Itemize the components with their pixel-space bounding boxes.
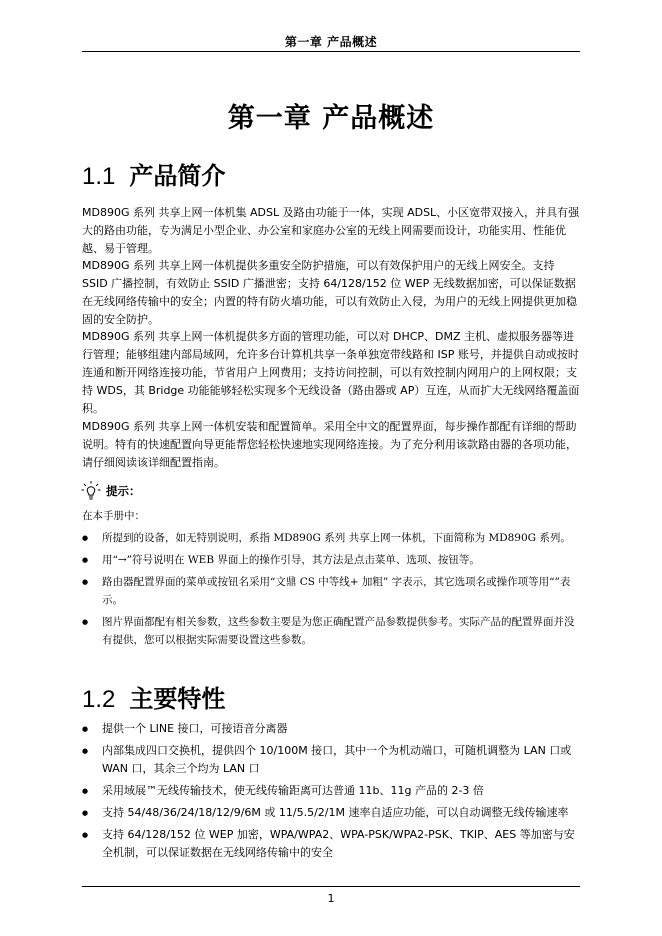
lightbulb-icon bbox=[80, 480, 102, 502]
tip-intro: 在本手册中： bbox=[82, 510, 145, 522]
section-heading-1-1 bbox=[82, 156, 225, 191]
section-title: 主要特性 bbox=[129, 685, 226, 713]
section-number: 1.2 bbox=[82, 686, 116, 713]
running-header: 第一章 产品概述 bbox=[284, 35, 378, 49]
intro-paragraph-2: MD890G 系列 共享上网一体机提供多重安全防护措施，可以有效保护用户的无线上网安全。支持 SSID 广播控制，有效防止 SSID 广播泄密；支持 64/128/152 位 WEP 无线数据加密，可以保证数据在无线网络传输中的安全；内置的特有防火墙功能，可以有效防止入侵，为用户的无线上网提供更加稳固的安全防护。 bbox=[82, 259, 577, 326]
tip-item: ● 所提到的设备，如无特别说明，系指 MD890G 系列 共享上网一体机，下面简称为 MD890G 系列。 bbox=[82, 529, 582, 547]
feature-item: ● 支持 54/48/36/24/18/12/9/6M 或 11/5.5/2/1M 速率自适应功能，可以自动调整无线传输速率 bbox=[82, 804, 582, 822]
feature-list bbox=[82, 720, 582, 866]
chapter-title: 第一章 产品概述 bbox=[227, 103, 435, 134]
feature-item: ● 内部集成四口交换机，提供四个 10/100M 接口，其中一个为机动端口，可随机调整为 LAN 口或 WAN 口，其余三个均为 LAN 口 bbox=[82, 742, 582, 778]
tip-item: ● 路由器配置界面的菜单或按钮名采用“文鼎 CS 中等线+ 加粗” 字表示，其它选项名或操作项等用“”表示。 bbox=[82, 573, 582, 609]
section-number: 1.1 bbox=[82, 163, 116, 190]
feature-item: ● 提供一个 LINE 接口，可接语音分离器 bbox=[82, 720, 582, 738]
intro-paragraph-1: MD890G 系列 共享上网一体机集 ADSL 及路由功能于一体，实现 ADSL、小区宽带双接入，并具有强大的路由功能，专为满足小型企业、办公室和家庭办公室的无线上网需要而设计，功能实用、性能优越、易于管理。 bbox=[82, 206, 580, 255]
feature-item: ● 支持 64/128/152 位 WEP 加密，WPA/WPA2、WPA-PSK/WPA2-PSK、TKIP、AES 等加密与安全机制，可以保证数据在无线网络传输中的安全 bbox=[82, 826, 582, 862]
tip-item: ● 图片界面都配有相关参数，这些参数主要是为您正确配置产品参数提供参考。实际产品的配置界面并没有提供，您可以根据实际需要设置这些参数。 bbox=[82, 613, 582, 649]
feature-item: ● 采用域展™无线传输技术，使无线传输距离可达普通 11b、11g 产品的 2-3 倍 bbox=[82, 782, 582, 800]
tip-row bbox=[80, 480, 141, 502]
section-title: 产品简介 bbox=[129, 162, 226, 190]
footer-rule bbox=[82, 886, 580, 887]
tip-label: 提示： bbox=[106, 484, 141, 498]
intro-paragraph-4: MD890G 系列 共享上网一体机安装和配置简单。采用全中文的配置界面，每步操作都配有详细的帮助说明。特有的快速配置向导更能帮您轻松快速地实现网络连接。为了充分利用该款路由器的各项功能，请仔细阅读该详细配置指南。 bbox=[82, 420, 577, 469]
tip-item: ● 用“→”符号说明在 WEB 界面上的操作引导，其方法是点击菜单、选项、按钮等。 bbox=[82, 551, 582, 569]
header-rule bbox=[82, 51, 580, 52]
section-heading-1-2 bbox=[82, 679, 225, 714]
intro-paragraph-3: MD890G 系列 共享上网一体机提供多方面的管理功能，可以对 DHCP、DMZ 主机、虚拟服务器等进行管理；能够组建内部局域网，允许多台计算机共享一条单独宽带线路和 ISP 账号，并提供自动或按时连通和断开网络连接功能，节省用户上网费用；支持访问控制，可以有效控制内网用户的上网权限；支持 WDS，其 Bridge 功能能够轻松实现多个无线设备（路由器或 AP）互连，从而扩大无线网络覆盖面积。 bbox=[82, 330, 580, 415]
tip-list bbox=[82, 529, 582, 653]
page-number: 1 bbox=[327, 892, 335, 905]
